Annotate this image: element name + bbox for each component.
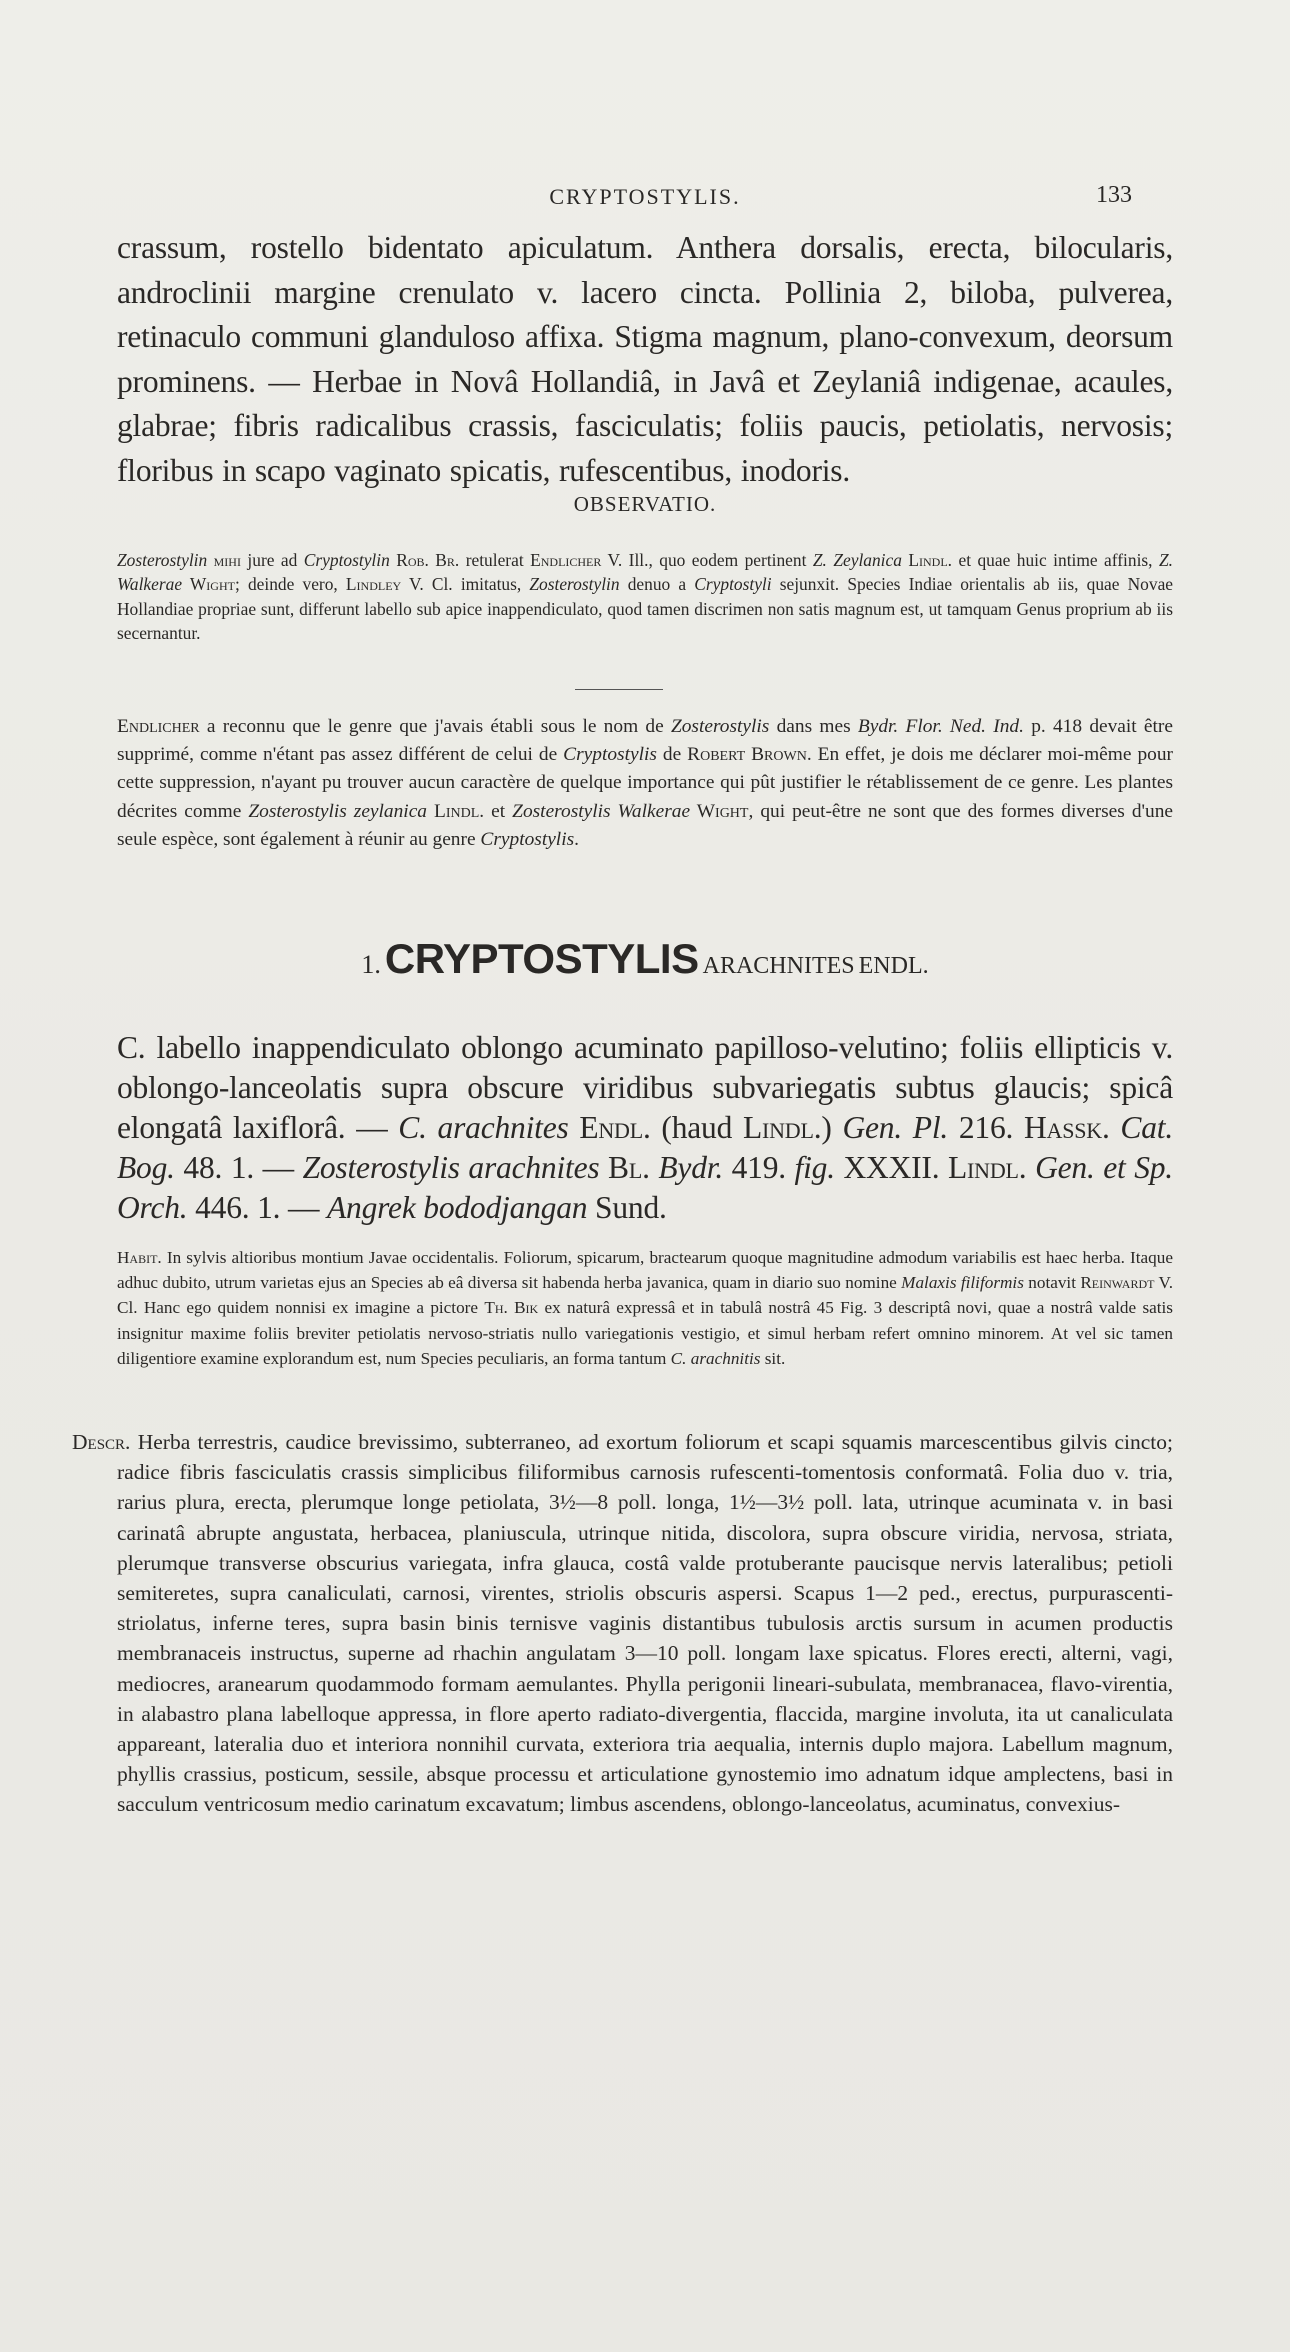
taxon-name: Malaxis filiformis xyxy=(901,1273,1024,1293)
author-name: Lindl. xyxy=(948,1150,1027,1185)
author-name: Lindl. xyxy=(742,1110,822,1145)
species-author: ENDL. xyxy=(858,953,929,979)
section-divider xyxy=(575,689,663,690)
page-header xyxy=(0,180,1290,220)
taxon-name: Cryptostylis xyxy=(480,828,575,850)
citation-title: Gen. Pl. xyxy=(842,1110,949,1145)
taxon-name: Cryptostyli xyxy=(694,574,772,595)
author-name: Robert Brown xyxy=(687,744,807,766)
author-name: mihi xyxy=(213,550,241,570)
taxon-name: Zosterostylin xyxy=(529,574,620,595)
vernacular-name: Angrek bododjangan xyxy=(327,1190,588,1225)
author-name: Th. Bik xyxy=(484,1298,539,1318)
citation-title: Bydr. xyxy=(658,1150,723,1185)
taxon-name: Zosterostylis arachnites xyxy=(302,1150,600,1185)
author-name: Rob. Br. xyxy=(389,550,460,570)
taxon-name: C. arachnitis xyxy=(670,1348,761,1368)
taxon-name: Zosterostylin xyxy=(117,550,208,570)
taxon-name: Zosterostylis Walkerae xyxy=(512,800,691,822)
author-name: Wight xyxy=(182,574,235,595)
habitat-label: Habit. xyxy=(117,1248,162,1267)
description-paragraph: Descr. Herba terrestris, caudice brevissimo, subterraneo, ad exortum foliorum et scapi squamis marcescentibus gilvis cincto; radice fibris fasciculatis crassis simplicibus filiformibus carnosis rufescenti-tomentosis conformatâ. Folia duo v. tria, rarius plura, erecta, plerumque longe petiolata, 3½—8 poll. longa, 1½—3½ poll. lata, utrinque acuminata v. in basi carinatâ abrupte angustata, herbacea, planiuscula, utrinque nitida, discolora, supra obscure viridia, nervosa, striata, plerumque transverse obscurius variegata, infra glauca, costâ valde protuberante paucisque nervis lateralibus; petioli semiteretes, supra canaliculati, carnosi, virentes, striolis obscuris aspersi. Scapus 1—2 ped., erectus, purpurascenti-striolatus, inferne teres, supra basin binis ternisve vaginis distantibus tubulosis arctis sursum in acumen productis membranaceis instructus, superne ad rhachin angulatam 3—10 poll. longam laxe spicatus. Flores erecti, alterni, vagi, mediocres, aranearum quodammodo formam aemulantes. Phylla perigonii lineari-subulata, membranacea, flavo-virentia, in alabastro plana labelloque appressa, in flore aperto radiato-divergentia, flaccida, margine involuta, ita ut canaliculata appareant, lateralia duo et interiora nonnihil curvata, exteriora tria aequalia, internis duplo majora. Labellum magnum, phyllis crassius, posticum, sessile, absque processu et articulatione gynostemio imo adnatum idque amplectens, basi in sacculum ventricosum medio carinatum excavatum; limbus ascendens, oblongo-lanceolatus, acuminatus, convexius- xyxy=(72,1430,1173,1817)
taxon-name: Cryptostylis xyxy=(563,744,657,766)
author-name: Reinwardt xyxy=(1080,1273,1155,1293)
citation-title: Cat. Bog. xyxy=(117,1110,1173,1185)
taxon-name: Cryptostylin xyxy=(303,550,390,570)
description-label: Descr. xyxy=(72,1430,131,1454)
taxon-name: Zosterostylis xyxy=(670,716,770,737)
author-name: Wight xyxy=(690,800,749,822)
species-number: 1. xyxy=(361,950,381,979)
figure-ref: fig. xyxy=(794,1150,835,1185)
taxon-name: Z. Zeylanica xyxy=(812,550,902,570)
species-diagnosis: C. labello inappendiculato oblongo acuminato papilloso-velutino; foliis ellipticis v. oblongo-lanceolatis supra obscure viridibus subvariegatis subtus glaucis; spicâ elongatâ laxiflorâ. — C. arachnites Endl. (haud Lindl.) Gen. Pl. 216. Hassk. Cat. Bog. 48. 1. — Zosterostylis arachnites Bl. Bydr. 419. fig. XXXII. Lindl. Gen. et Sp. Orch. 446. 1. — Angrek bododjangan Sund. xyxy=(117,1030,1173,1225)
species-heading xyxy=(0,935,1290,983)
author-name: Endlicher xyxy=(117,716,200,737)
running-head: CRYPTOSTYLIS. xyxy=(549,184,741,209)
author-name: Endl. xyxy=(568,1110,651,1145)
author-name: Lindl. xyxy=(427,800,485,822)
author-name: Hassk. xyxy=(1023,1110,1110,1145)
author-name: Lindl. xyxy=(901,550,953,570)
page-number: 133 xyxy=(1096,182,1132,208)
citation-title: Gen. et Sp. Orch. xyxy=(117,1150,1173,1225)
species-epithet: ARACHNITES xyxy=(702,953,855,979)
observatio-heading: OBSERVATIO. xyxy=(573,492,717,516)
author-name: Endlicher xyxy=(530,550,602,570)
citation-title: Bydr. Flor. Ned. Ind. xyxy=(857,716,1024,737)
taxon-name: Zosterostylis zeylanica xyxy=(248,800,428,822)
taxon-name: Z. Walkerae xyxy=(117,550,1173,595)
observatio-text: Zosterostylin mihi jure ad Cryptostylin Rob. Br. retulerat Endlicher V. Ill., quo eodem pertinent Z. Zeylanica Lindl. et quae huic intime affinis, Z. Walkerae Wight; deinde vero, Lindley V. Cl. imitatus, Zosterostylin denuo a Cryptostyli sejunxit. Species Indiae orientalis ab iis, quae Novae Hollandiae propriae sunt, differunt labello sub apice inappendiculato, quod tamen discrimen non satis magnum est, ut tamquam Genus proprium ab iis secernantur. xyxy=(117,550,1174,644)
author-name: Bl. xyxy=(599,1150,650,1185)
taxon-name: C. arachnites xyxy=(398,1110,569,1145)
intro-paragraph: crassum, rostello bidentato apiculatum. Anthera dorsalis, erecta, bilocularis, androclinii margine crenulato v. lacero cincta. Pollinia 2, biloba, pulverea, retinaculo communi glanduloso affixa. Stigma magnum, plano-convexum, deorsum prominens. — Herbae in Novâ Hollandiâ, in Javâ et Zeylaniâ indigenae, acaules, glabrae; fibris radicalibus crassis, fasciculatis; foliis paucis, petiolatis, nervosis; floribus in scapo vaginato spicatis, rufescentibus, inodoris. xyxy=(117,230,1173,488)
french-note: Endlicher a reconnu que le genre que j'avais établi sous le nom de Zosterostylis dans mes Bydr. Flor. Ned. Ind. p. 418 devait être supprimé, comme n'étant pas assez différent de celui de Cryptostylis de Robert Brown. En effet, je dois me déclarer moi-même pour cette suppression, n'ayant pu trouver aucun caractère de quelque importance qui pût justifier le rétablissement de ce genre. Les plantes décrites comme Zosterostylis zeylanica Lindl. et Zosterostylis Walkerae Wight, qui peut-être ne sont que des formes diverses d'une seule espèce, sont également à réunir au genre Cryptostylis. xyxy=(117,716,1174,850)
habitat-note: Habit. In sylvis altioribus montium Javae occidentalis. Foliorum, spicarum, bractearum quoque magnitudine admodum variabilis est haec herba. Itaque adhuc dubito, utrum varietas ejus an Species ab eâ diversa sit habenda herba javanica, quam in diario suo nomine Malaxis filiformis notavit Reinwardt V. Cl. Hanc ego quidem nonnisi ex imagine a pictore Th. Bik ex naturâ expressâ et in tabulâ nostrâ 45 Fig. 3 descriptâ novi, quae a nostrâ valde satis insignitur maxime foliis breviter petiolatis nervoso-striatis nullo variegationis vestigio, et simul herbam refert omnino minorem. At vel sic tamen diligentiore examine explorandum est, num Species peculiaris, an forma tantum C. arachnitis sit. xyxy=(117,1248,1173,1368)
species-genus: CRYPTOSTYLIS xyxy=(384,935,699,982)
author-name: Lindley xyxy=(345,574,402,595)
